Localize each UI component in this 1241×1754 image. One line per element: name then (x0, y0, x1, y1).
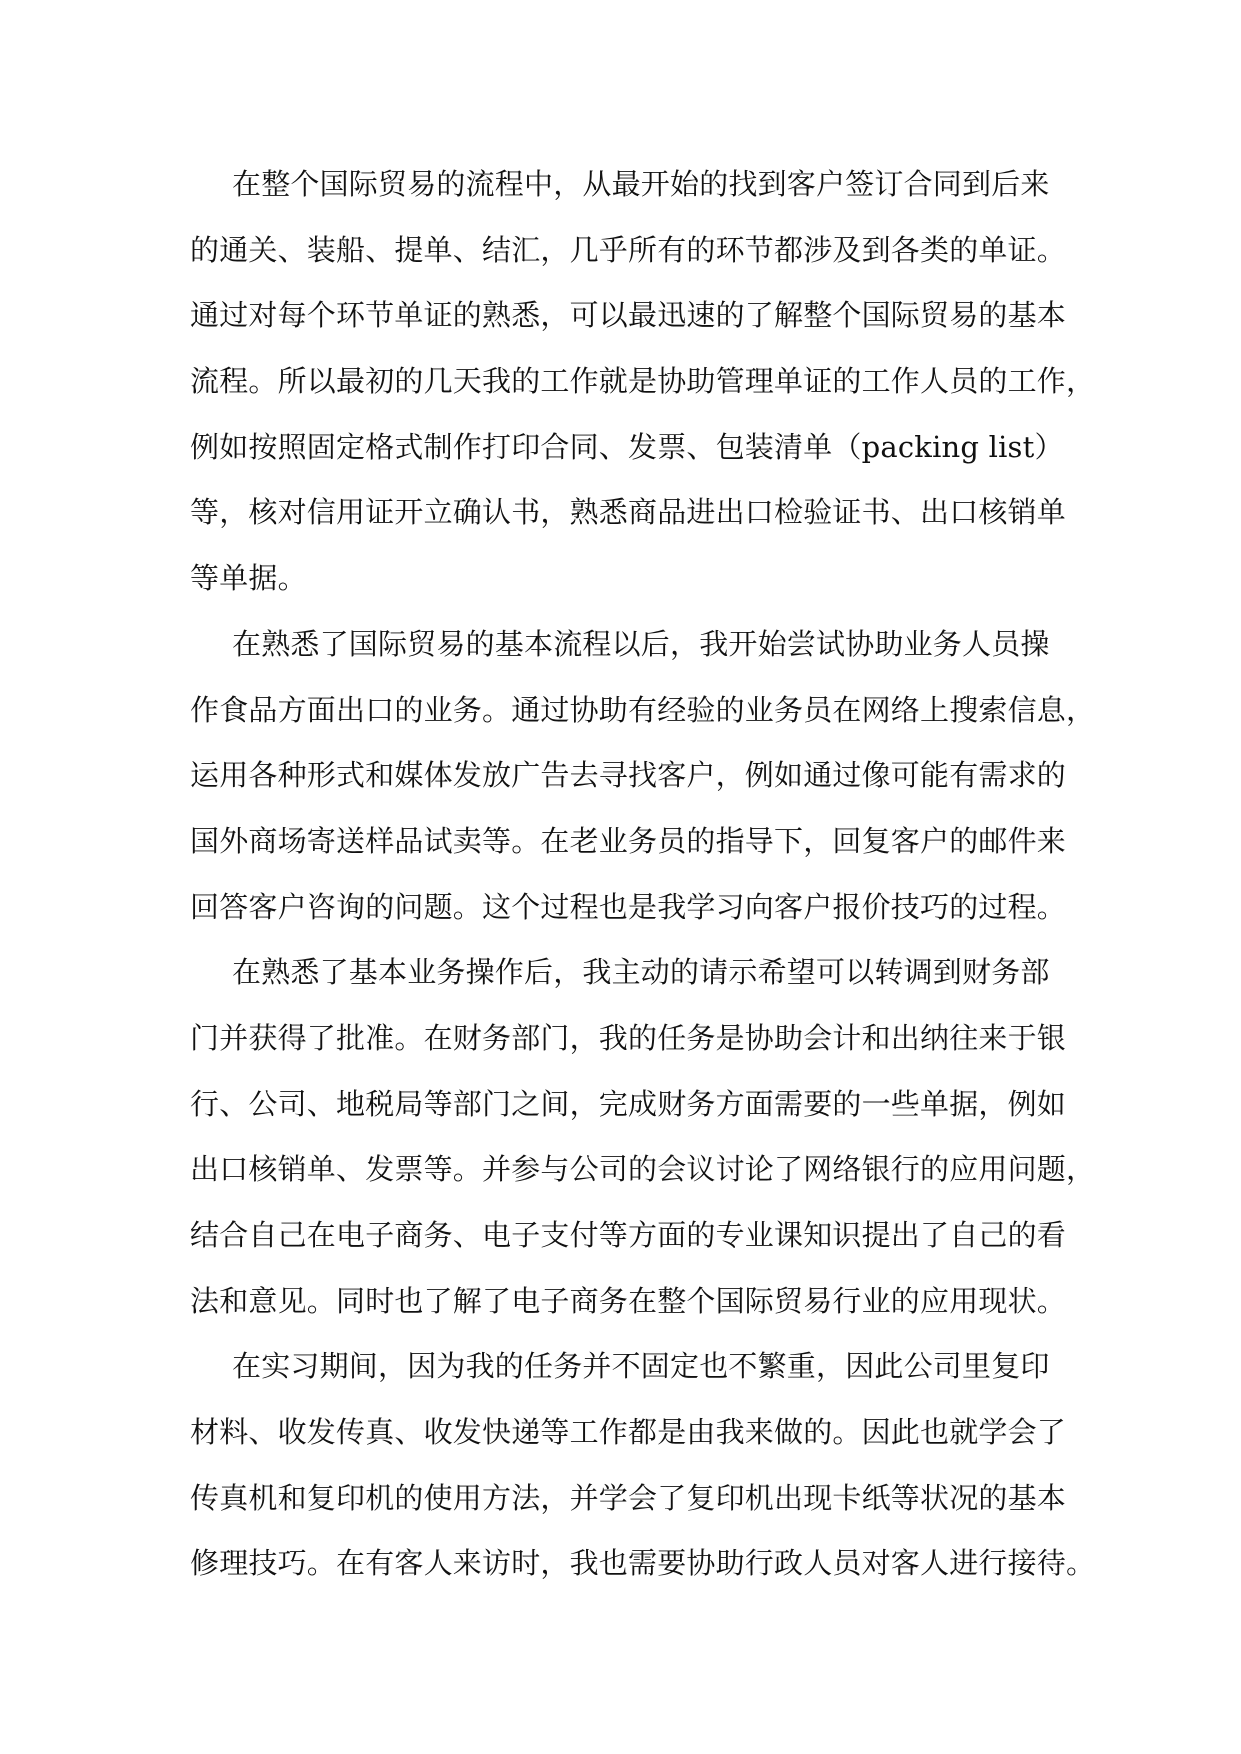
paragraph-4 (190, 1334, 1096, 1597)
text-line: 等单据。 (190, 561, 307, 596)
text-line: 例如按照固定格式制作打印合同、发票、包装清单（packing list） (190, 429, 1064, 464)
text-line: 通过对每个环节单证的熟悉，可以最迅速的了解整个国际贸易的基本 (190, 298, 1067, 333)
text-line: 在熟悉了基本业务操作后，我主动的请示希望可以转调到财务部 (232, 955, 1050, 990)
text-line: 运用各种形式和媒体发放广告去寻找客户，例如通过像可能有需求的 (190, 758, 1067, 793)
text-line: 材料、收发传真、收发快递等工作都是由我来做的。因此也就学会了 (190, 1415, 1067, 1450)
text-line: 作食品方面出口的业务。通过协助有经验的业务员在网络上搜索信息， (190, 692, 1096, 727)
text-line: 等，核对信用证开立确认书，熟悉商品进出口检验证书、出口核销单 (190, 495, 1067, 530)
text-line: 结合自己在电子商务、电子支付等方面的专业课知识提出了自己的看 (190, 1218, 1067, 1252)
text-line: 回答客户咨询的问题。这个过程也是我学习向客户报价技巧的过程。 (190, 889, 1067, 924)
document-body (190, 152, 1096, 1597)
text-line: 门并获得了批准。在财务部门，我的任务是协助会计和出纳往来于银 (190, 1020, 1067, 1055)
paragraph-2 (190, 612, 1096, 940)
text-line: 行、公司、地税局等部门之间，完成财务方面需要的一些单据，例如 (190, 1086, 1067, 1121)
paragraph-1 (190, 152, 1096, 612)
text-line: 传真机和复印机的使用方法，并学会了复印机出现卡纸等状况的基本 (190, 1480, 1067, 1515)
paragraph-3 (190, 940, 1096, 1334)
text-line: 法和意见。同时也了解了电子商务在整个国际贸易行业的应用现状。 (190, 1283, 1067, 1318)
text-line: 修理技巧。在有客人来访时，我也需要协助行政人员对客人进行接待。 (190, 1546, 1096, 1581)
text-line: 的通关、装船、提单、结汇，几乎所有的环节都涉及到各类的单证。 (190, 232, 1067, 267)
text-line: 流程。所以最初的几天我的工作就是协助管理单证的工作人员的工作， (190, 364, 1096, 399)
text-line: 在实习期间，因为我的任务并不固定也不繁重，因此公司里复印 (232, 1349, 1050, 1384)
text-line: 在熟悉了国际贸易的基本流程以后，我开始尝试协助业务人员操 (232, 626, 1050, 661)
text-line: 国外商场寄送样品试卖等。在老业务员的指导下，回复客户的邮件来 (190, 823, 1067, 858)
text-line: 在整个国际贸易的流程中，从最开始的找到客户签订合同到后来 (232, 167, 1050, 201)
text-line: 出口核销单、发票等。并参与公司的会议讨论了网络银行的应用问题， (190, 1152, 1096, 1187)
